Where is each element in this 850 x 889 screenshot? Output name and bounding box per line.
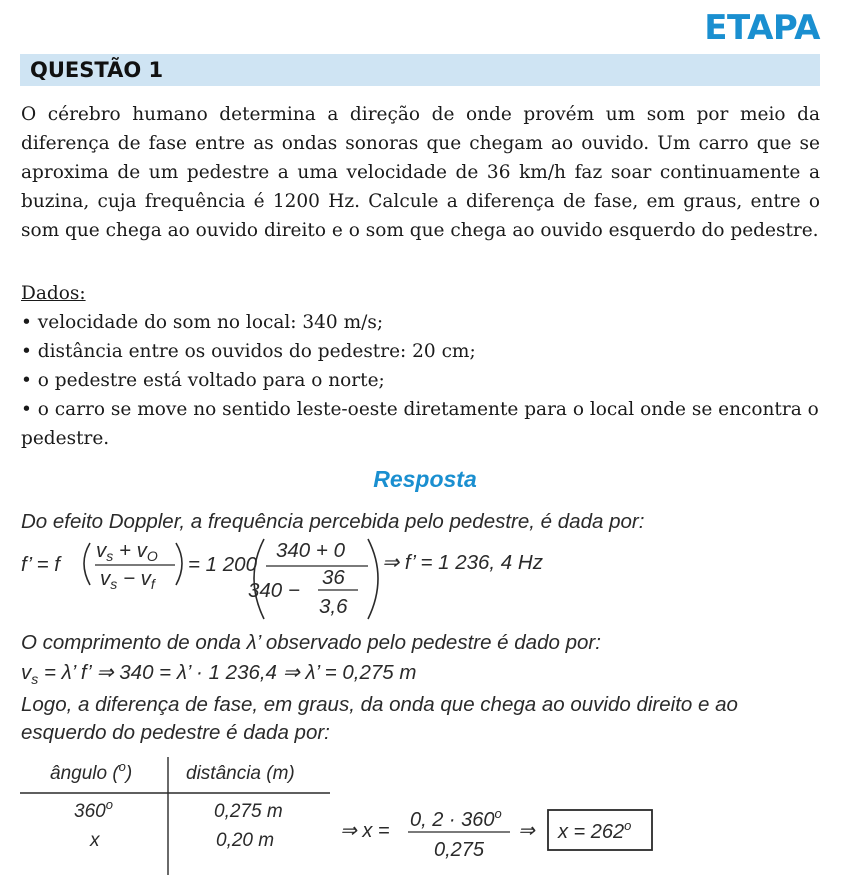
table-col1-header: ângulo ($^o$) <box>50 759 133 784</box>
table-r2c1: x <box>90 830 100 851</box>
given-data <box>21 279 820 453</box>
big-paren-right <box>368 539 378 619</box>
final-boxed-answer: $x = 262^o$ <box>558 818 632 843</box>
answer-title: Resposta <box>373 466 477 492</box>
final-arrow2: ⇒ <box>518 820 535 842</box>
wavelength-sub: s <box>31 671 39 688</box>
frac-num: vs + vO <box>96 539 158 564</box>
question-stem: O cérebro humano determina a direção de onde provém um som por meio da diferença de fase entre as ondas sonoras que chegam ao ouvido. Um carro que se aproxima de um pedestre a uma velocidade de 36 km/h faz soar continuamente a buzina, cuja frequência é 1200 Hz. Calcule a diferença de fase, em graus, entre o som que chega ao ouvido direito e o som que chega ao ouvido esquerdo do pedestre. <box>21 104 820 241</box>
doppler-equation <box>18 533 618 625</box>
frac-den: vs − vf <box>100 567 155 592</box>
given-data-list <box>21 308 820 453</box>
paren-left <box>84 543 90 585</box>
inner-num: 36 <box>322 566 345 589</box>
wavelength-v: v <box>21 661 32 684</box>
big-frac-num: 340 + 0 <box>276 539 345 562</box>
given-item: • o carro se move no sentido leste-oeste diretamente para o local onde se encontra o pedestre. <box>21 399 819 449</box>
final-frac-num: 0, $2 \cdot 360^o$ <box>410 806 502 831</box>
doppler-result: ⇒ f’ = 1 236, 4 Hz <box>382 551 543 574</box>
phase-intro-2: esquerdo do pedestre é dada por: <box>21 721 330 744</box>
doppler-intro: Do efeito Doppler, a frequência percebida pelo pedestre, é dada por: <box>21 510 645 533</box>
brand-logo: ETAPA <box>704 8 820 48</box>
eq-1200: = 1 200 <box>188 553 257 576</box>
final-equation <box>338 800 658 870</box>
given-item: • velocidade do som no local: 340 m/s; <box>21 312 384 333</box>
wavelength-rest: = λ’ f’ ⇒ 340 = λ’ · 1 236,4 ⇒ λ’ = 0,275 m <box>38 661 417 684</box>
given-item: • distância entre os ouvidos do pedestre: 20 cm; <box>21 341 476 362</box>
wavelength-intro: O comprimento de onda λ’ observado pelo pedestre é dado por: <box>21 631 601 654</box>
doppler-lhs: f’ = f <box>21 553 60 576</box>
table-r2c2: 0,20 m <box>216 830 275 851</box>
inner-den: 3,6 <box>319 595 348 618</box>
table-r1c1: 360$^o$ <box>74 797 113 822</box>
final-arrow1: ⇒ x = <box>340 820 390 842</box>
given-item: • o pedestre está voltado para o norte; <box>21 370 385 391</box>
phase-intro-1: Logo, a diferença de fase, em graus, da onda que chega ao ouvido direito e ao <box>21 693 738 716</box>
given-data-label: Dados: <box>21 283 86 304</box>
big-frac-den-a: 340 − <box>248 579 300 602</box>
table-r1c2: 0,275 m <box>214 801 283 822</box>
paren-right <box>176 543 182 585</box>
proportion-table <box>18 755 338 880</box>
final-frac-den: 0,275 <box>434 839 485 861</box>
wavelength-equation <box>21 660 416 687</box>
table-col2-header: distância (m) <box>186 763 295 784</box>
question-title: QUESTÃO 1 <box>30 58 164 82</box>
